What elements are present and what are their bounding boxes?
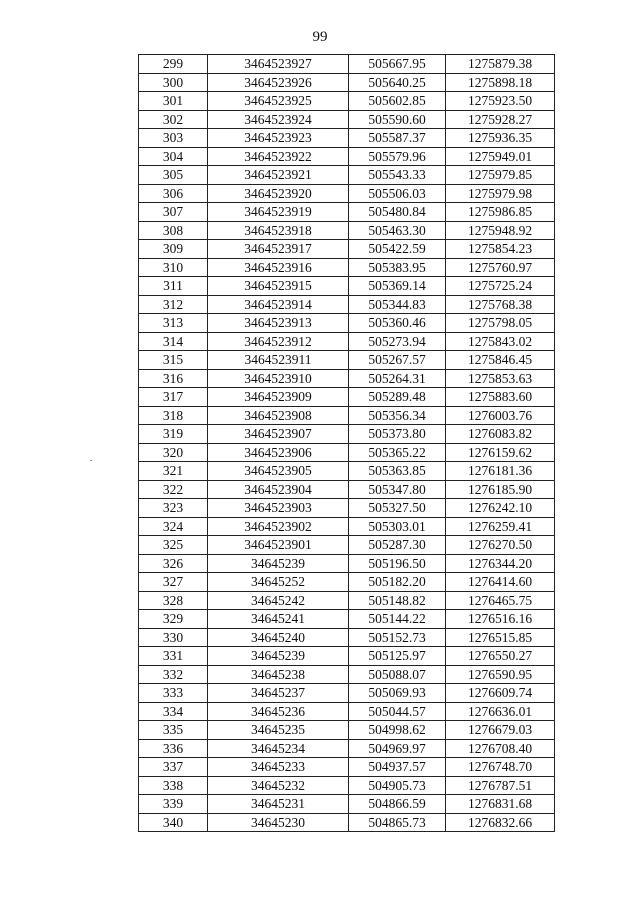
table-row (139, 517, 555, 536)
row-number-cell: 324 (139, 517, 208, 536)
id-cell: 3464523904 (208, 480, 349, 499)
x-coordinate-cell: 505264.31 (349, 369, 446, 388)
x-coordinate-cell: 504905.73 (349, 776, 446, 795)
row-number-cell: 319 (139, 425, 208, 444)
id-cell: 34645242 (208, 591, 349, 610)
y-coordinate-cell: 1276636.01 (446, 702, 555, 721)
y-coordinate-cell: 1275898.18 (446, 73, 555, 92)
x-coordinate-cell: 505369.14 (349, 277, 446, 296)
id-cell: 3464523912 (208, 332, 349, 351)
table-row (139, 536, 555, 555)
table-body (139, 55, 555, 832)
row-number-cell: 315 (139, 351, 208, 370)
table-row (139, 758, 555, 777)
y-coordinate-cell: 1275760.97 (446, 258, 555, 277)
y-coordinate-cell: 1275949.01 (446, 147, 555, 166)
row-number-cell: 340 (139, 813, 208, 832)
row-number-cell: 305 (139, 166, 208, 185)
table-row (139, 721, 555, 740)
x-coordinate-cell: 505506.03 (349, 184, 446, 203)
page-number: 99 (312, 29, 328, 45)
row-number-cell: 316 (139, 369, 208, 388)
x-coordinate-cell: 505088.07 (349, 665, 446, 684)
y-coordinate-cell: 1276787.51 (446, 776, 555, 795)
row-number-cell: 339 (139, 795, 208, 814)
row-number-cell: 326 (139, 554, 208, 573)
y-coordinate-cell: 1276083.82 (446, 425, 555, 444)
y-coordinate-cell: 1275883.60 (446, 388, 555, 407)
table-row (139, 554, 555, 573)
table-row (139, 462, 555, 481)
row-number-cell: 311 (139, 277, 208, 296)
table-row (139, 221, 555, 240)
row-number-cell: 331 (139, 647, 208, 666)
x-coordinate-cell: 505360.46 (349, 314, 446, 333)
y-coordinate-cell: 1275936.35 (446, 129, 555, 148)
id-cell: 34645233 (208, 758, 349, 777)
id-cell: 3464523907 (208, 425, 349, 444)
table-row (139, 739, 555, 758)
x-coordinate-cell: 505344.83 (349, 295, 446, 314)
x-coordinate-cell: 505144.22 (349, 610, 446, 629)
row-number-cell: 303 (139, 129, 208, 148)
y-coordinate-cell: 1275923.50 (446, 92, 555, 111)
x-coordinate-cell: 505148.82 (349, 591, 446, 610)
x-coordinate-cell: 505587.37 (349, 129, 446, 148)
id-cell: 3464523911 (208, 351, 349, 370)
x-coordinate-cell: 505152.73 (349, 628, 446, 647)
table-row (139, 443, 555, 462)
x-coordinate-cell: 505196.50 (349, 554, 446, 573)
id-cell: 34645235 (208, 721, 349, 740)
id-cell: 3464523903 (208, 499, 349, 518)
row-number-cell: 299 (139, 55, 208, 74)
table-row (139, 795, 555, 814)
x-coordinate-cell: 505273.94 (349, 332, 446, 351)
row-number-cell: 304 (139, 147, 208, 166)
x-coordinate-cell: 505125.97 (349, 647, 446, 666)
id-cell: 3464523919 (208, 203, 349, 222)
x-coordinate-cell: 505602.85 (349, 92, 446, 111)
table-row (139, 702, 555, 721)
row-number-cell: 309 (139, 240, 208, 259)
id-cell: 3464523923 (208, 129, 349, 148)
table-row (139, 277, 555, 296)
row-number-cell: 332 (139, 665, 208, 684)
y-coordinate-cell: 1276159.62 (446, 443, 555, 462)
row-number-cell: 327 (139, 573, 208, 592)
x-coordinate-cell: 505383.95 (349, 258, 446, 277)
y-coordinate-cell: 1276259.41 (446, 517, 555, 536)
y-coordinate-cell: 1275948.92 (446, 221, 555, 240)
id-cell: 3464523922 (208, 147, 349, 166)
y-coordinate-cell: 1276414.60 (446, 573, 555, 592)
y-coordinate-cell: 1276270.50 (446, 536, 555, 555)
table-row (139, 55, 555, 74)
table-row (139, 369, 555, 388)
id-cell: 3464523908 (208, 406, 349, 425)
id-cell: 3464523909 (208, 388, 349, 407)
id-cell: 34645252 (208, 573, 349, 592)
row-number-cell: 312 (139, 295, 208, 314)
coordinates-table (138, 54, 555, 832)
y-coordinate-cell: 1275979.85 (446, 166, 555, 185)
row-number-cell: 317 (139, 388, 208, 407)
row-number-cell: 313 (139, 314, 208, 333)
table-row (139, 684, 555, 703)
row-number-cell: 323 (139, 499, 208, 518)
table-row (139, 813, 555, 832)
table-row (139, 147, 555, 166)
scan-dot (90, 460, 92, 461)
row-number-cell: 320 (139, 443, 208, 462)
row-number-cell: 300 (139, 73, 208, 92)
id-cell: 3464523915 (208, 277, 349, 296)
id-cell: 34645236 (208, 702, 349, 721)
table-row (139, 351, 555, 370)
y-coordinate-cell: 1275725.24 (446, 277, 555, 296)
y-coordinate-cell: 1275879.38 (446, 55, 555, 74)
y-coordinate-cell: 1276831.68 (446, 795, 555, 814)
row-number-cell: 333 (139, 684, 208, 703)
id-cell: 3464523925 (208, 92, 349, 111)
y-coordinate-cell: 1275928.27 (446, 110, 555, 129)
y-coordinate-cell: 1276832.66 (446, 813, 555, 832)
y-coordinate-cell: 1275986.85 (446, 203, 555, 222)
x-coordinate-cell: 505267.57 (349, 351, 446, 370)
table-row (139, 166, 555, 185)
table-row (139, 480, 555, 499)
y-coordinate-cell: 1275853.63 (446, 369, 555, 388)
row-number-cell: 330 (139, 628, 208, 647)
table-row (139, 73, 555, 92)
y-coordinate-cell: 1275854.23 (446, 240, 555, 259)
row-number-cell: 329 (139, 610, 208, 629)
id-cell: 34645238 (208, 665, 349, 684)
id-cell: 3464523917 (208, 240, 349, 259)
row-number-cell: 308 (139, 221, 208, 240)
table-row (139, 628, 555, 647)
x-coordinate-cell: 505069.93 (349, 684, 446, 703)
row-number-cell: 328 (139, 591, 208, 610)
table-row (139, 388, 555, 407)
table-row (139, 184, 555, 203)
row-number-cell: 334 (139, 702, 208, 721)
x-coordinate-cell: 505289.48 (349, 388, 446, 407)
x-coordinate-cell: 505590.60 (349, 110, 446, 129)
id-cell: 34645239 (208, 554, 349, 573)
id-cell: 3464523927 (208, 55, 349, 74)
id-cell: 34645230 (208, 813, 349, 832)
id-cell: 3464523920 (208, 184, 349, 203)
id-cell: 3464523913 (208, 314, 349, 333)
id-cell: 34645234 (208, 739, 349, 758)
x-coordinate-cell: 505303.01 (349, 517, 446, 536)
row-number-cell: 314 (139, 332, 208, 351)
y-coordinate-cell: 1275843.02 (446, 332, 555, 351)
y-coordinate-cell: 1276708.40 (446, 739, 555, 758)
table-row (139, 647, 555, 666)
x-coordinate-cell: 505182.20 (349, 573, 446, 592)
row-number-cell: 318 (139, 406, 208, 425)
y-coordinate-cell: 1276185.90 (446, 480, 555, 499)
y-coordinate-cell: 1276679.03 (446, 721, 555, 740)
id-cell: 34645240 (208, 628, 349, 647)
row-number-cell: 338 (139, 776, 208, 795)
table-row (139, 610, 555, 629)
y-coordinate-cell: 1276550.27 (446, 647, 555, 666)
y-coordinate-cell: 1275768.38 (446, 295, 555, 314)
y-coordinate-cell: 1275846.45 (446, 351, 555, 370)
row-number-cell: 306 (139, 184, 208, 203)
y-coordinate-cell: 1276590.95 (446, 665, 555, 684)
table-row (139, 425, 555, 444)
id-cell: 3464523901 (208, 536, 349, 555)
y-coordinate-cell: 1276609.74 (446, 684, 555, 703)
id-cell: 3464523918 (208, 221, 349, 240)
x-coordinate-cell: 504969.97 (349, 739, 446, 758)
x-coordinate-cell: 505640.25 (349, 73, 446, 92)
row-number-cell: 321 (139, 462, 208, 481)
id-cell: 3464523906 (208, 443, 349, 462)
x-coordinate-cell: 505287.30 (349, 536, 446, 555)
table-row (139, 258, 555, 277)
table-row (139, 332, 555, 351)
x-coordinate-cell: 505356.34 (349, 406, 446, 425)
table-row (139, 776, 555, 795)
table-row (139, 591, 555, 610)
table-row (139, 110, 555, 129)
id-cell: 34645241 (208, 610, 349, 629)
row-number-cell: 322 (139, 480, 208, 499)
x-coordinate-cell: 505363.85 (349, 462, 446, 481)
x-coordinate-cell: 505480.84 (349, 203, 446, 222)
y-coordinate-cell: 1276516.16 (446, 610, 555, 629)
y-coordinate-cell: 1276181.36 (446, 462, 555, 481)
y-coordinate-cell: 1275798.05 (446, 314, 555, 333)
x-coordinate-cell: 504866.59 (349, 795, 446, 814)
table-row (139, 295, 555, 314)
x-coordinate-cell: 505463.30 (349, 221, 446, 240)
table-row (139, 665, 555, 684)
id-cell: 3464523914 (208, 295, 349, 314)
x-coordinate-cell: 504937.57 (349, 758, 446, 777)
row-number-cell: 301 (139, 92, 208, 111)
row-number-cell: 302 (139, 110, 208, 129)
x-coordinate-cell: 505667.95 (349, 55, 446, 74)
x-coordinate-cell: 505365.22 (349, 443, 446, 462)
row-number-cell: 325 (139, 536, 208, 555)
id-cell: 3464523916 (208, 258, 349, 277)
id-cell: 3464523921 (208, 166, 349, 185)
y-coordinate-cell: 1275979.98 (446, 184, 555, 203)
x-coordinate-cell: 505347.80 (349, 480, 446, 499)
x-coordinate-cell: 504998.62 (349, 721, 446, 740)
table-row (139, 499, 555, 518)
id-cell: 3464523926 (208, 73, 349, 92)
table-row (139, 92, 555, 111)
x-coordinate-cell: 504865.73 (349, 813, 446, 832)
id-cell: 3464523924 (208, 110, 349, 129)
table-row (139, 240, 555, 259)
id-cell: 3464523905 (208, 462, 349, 481)
x-coordinate-cell: 505543.33 (349, 166, 446, 185)
table-row (139, 573, 555, 592)
y-coordinate-cell: 1276003.76 (446, 406, 555, 425)
y-coordinate-cell: 1276344.20 (446, 554, 555, 573)
y-coordinate-cell: 1276748.70 (446, 758, 555, 777)
table-row (139, 129, 555, 148)
table-row (139, 406, 555, 425)
id-cell: 34645231 (208, 795, 349, 814)
x-coordinate-cell: 505422.59 (349, 240, 446, 259)
x-coordinate-cell: 505044.57 (349, 702, 446, 721)
id-cell: 34645232 (208, 776, 349, 795)
x-coordinate-cell: 505327.50 (349, 499, 446, 518)
row-number-cell: 310 (139, 258, 208, 277)
x-coordinate-cell: 505579.96 (349, 147, 446, 166)
row-number-cell: 335 (139, 721, 208, 740)
id-cell: 3464523910 (208, 369, 349, 388)
table-row (139, 314, 555, 333)
id-cell: 3464523902 (208, 517, 349, 536)
row-number-cell: 336 (139, 739, 208, 758)
x-coordinate-cell: 505373.80 (349, 425, 446, 444)
table-row (139, 203, 555, 222)
row-number-cell: 337 (139, 758, 208, 777)
y-coordinate-cell: 1276465.75 (446, 591, 555, 610)
id-cell: 34645237 (208, 684, 349, 703)
id-cell: 34645239 (208, 647, 349, 666)
y-coordinate-cell: 1276242.10 (446, 499, 555, 518)
y-coordinate-cell: 1276515.85 (446, 628, 555, 647)
row-number-cell: 307 (139, 203, 208, 222)
